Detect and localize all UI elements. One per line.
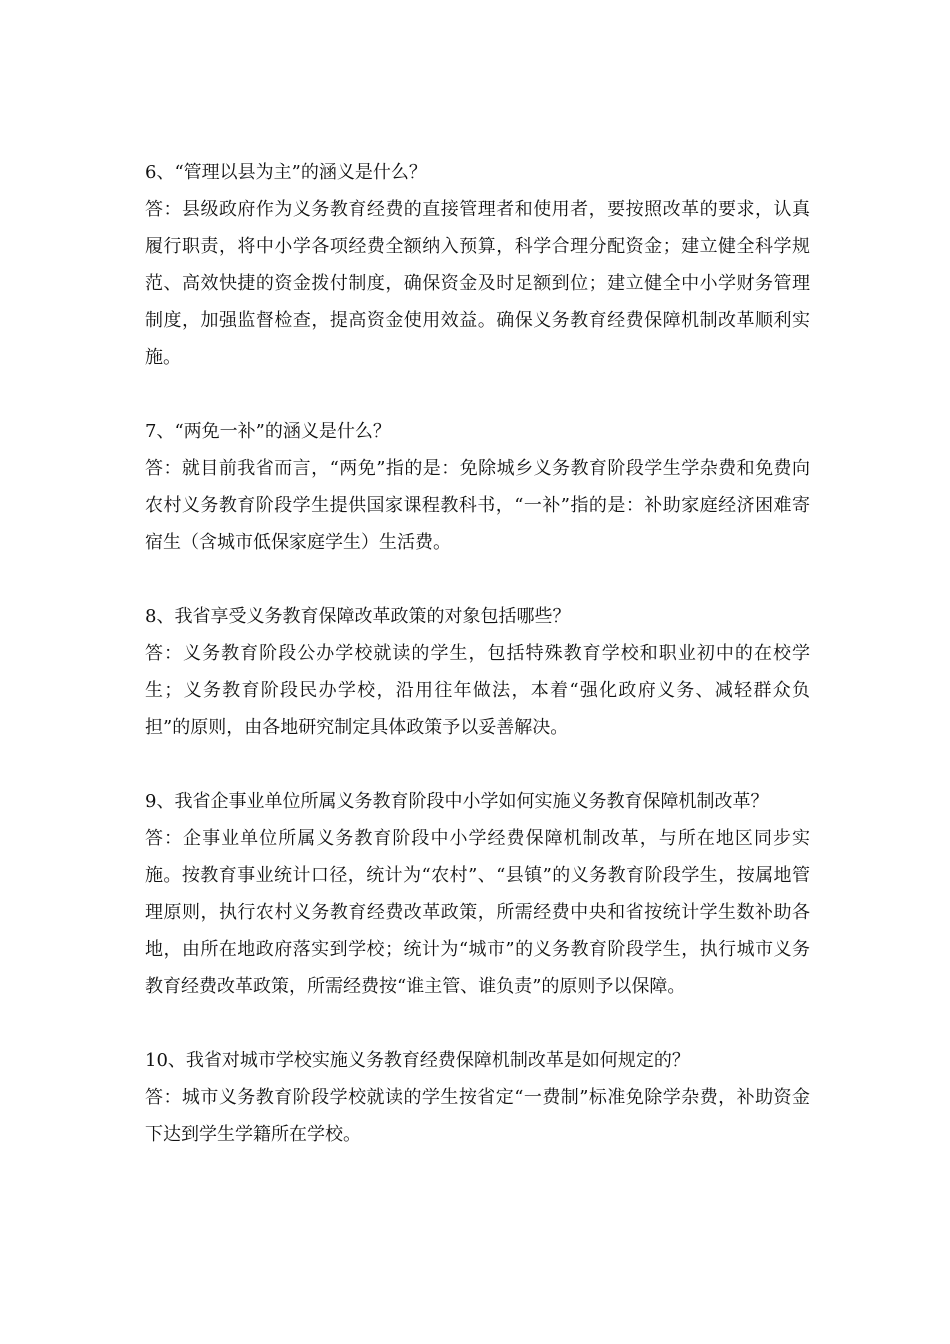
- question-9: 9、我省企事业单位所属义务教育阶段中小学如何实施义务教育保障机制改革？: [145, 791, 769, 812]
- answer-10: 答：城市义务教育阶段学校就读的学生按省定“一费制”标准免除学杂费，补助资金下达到学生学籍所在学校。: [145, 1087, 810, 1145]
- qa-item-8: [145, 602, 810, 746]
- question-7: 7、“两免一补”的涵义是什么？: [145, 421, 391, 442]
- question-8: 8、我省享受义务教育保障改革政策的对象包括哪些？: [145, 606, 571, 627]
- answer-8: 答：义务教育阶段公办学校就读的学生，包括特殊教育学校和职业初中的在校学生；义务教育阶段民办学校，沿用往年做法，本着“强化政府义务、减轻群众负担”的原则，由各地研究制定具体政策予以妥善解决。: [145, 643, 810, 738]
- document-page: [145, 158, 810, 1194]
- qa-item-7: [145, 417, 810, 561]
- answer-7: 答：就目前我省而言，“两免”指的是：免除城乡义务教育阶段学生学杂费和免费向农村义务教育阶段学生提供国家课程教科书，“一补”指的是：补助家庭经济困难寄宿生（含城市低保家庭学生）生活费。: [145, 458, 810, 553]
- question-10: 10、我省对城市学校实施义务教育经费保障机制改革是如何规定的？: [145, 1050, 690, 1071]
- qa-item-9: [145, 787, 810, 1005]
- qa-item-6: [145, 158, 810, 376]
- answer-9: 答：企事业单位所属义务教育阶段中小学经费保障机制改革，与所在地区同步实施。按教育事业统计口径，统计为“农村”、“县镇”的义务教育阶段学生，按属地管理原则，执行农村义务教育经费改革政策，所需经费中央和省按统计学生数补助各地，由所在地政府落实到学校；统计为“城市”的义务教育阶段学生，执行城市义务教育经费改革政策，所需经费按“谁主管、谁负责”的原则予以保障。: [145, 828, 810, 997]
- answer-6: 答：县级政府作为义务教育经费的直接管理者和使用者，要按照改革的要求，认真履行职责，将中小学各项经费全额纳入预算，科学合理分配资金；建立健全科学规范、高效快捷的资金拨付制度，确保资金及时足额到位；建立健全中小学财务管理制度，加强监督检查，提高资金使用效益。确保义务教育经费保障机制改革顺利实施。: [145, 199, 810, 368]
- question-6: 6、“管理以县为主”的涵义是什么？: [145, 162, 427, 183]
- qa-item-10: [145, 1046, 810, 1153]
